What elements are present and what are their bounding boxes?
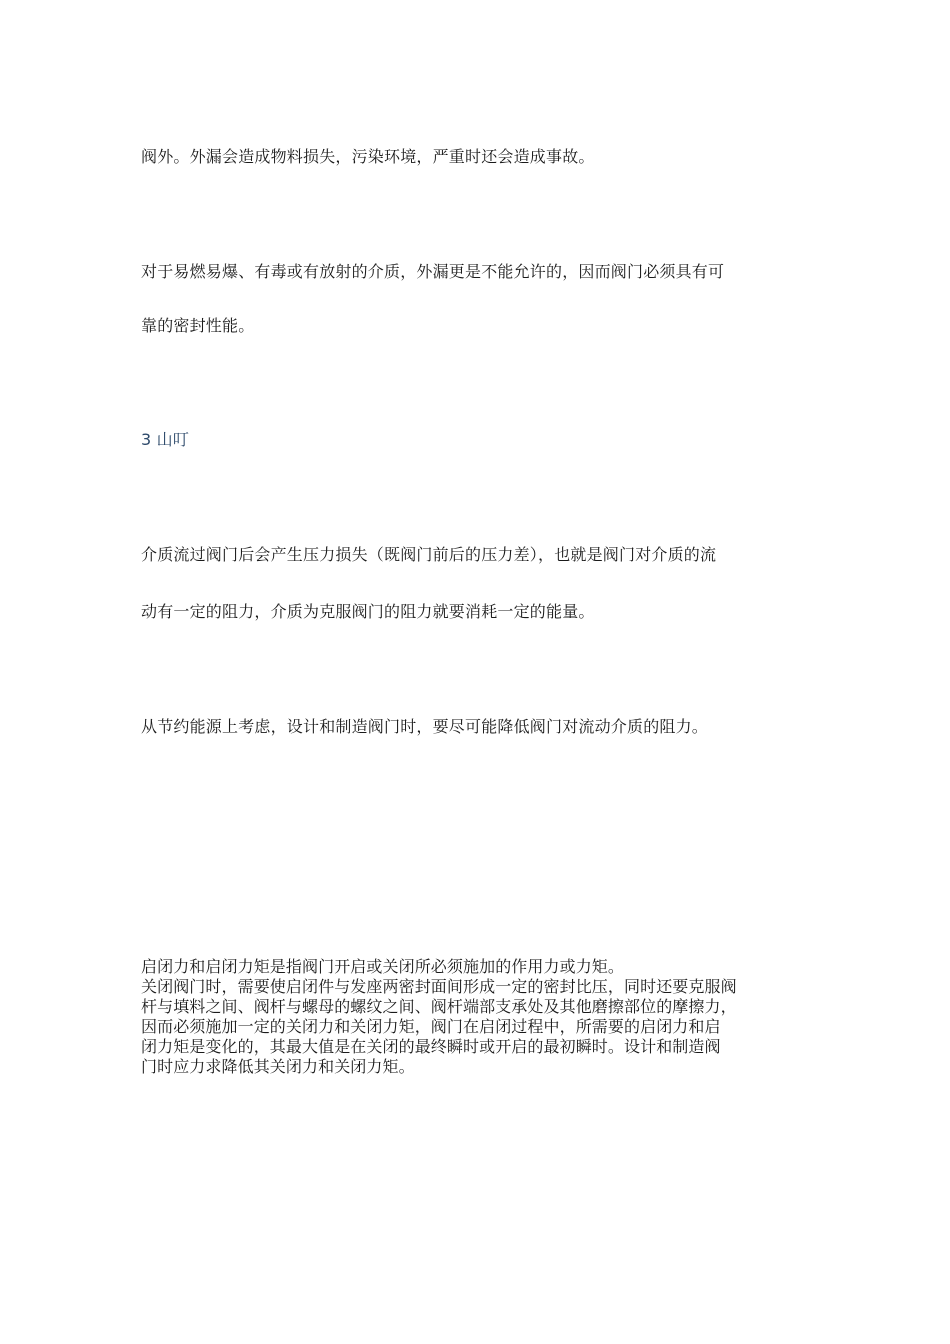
closing-force-line: 关闭阀门时，需要使启闭件与发座两密封面间形成一定的密封比压，同时还要克服阀 xyxy=(141,977,737,996)
paragraph-flammable-line1: 对于易燃易爆、有毒或有放射的介质，外漏更是不能允许的，因而阀门必须具有可 xyxy=(141,262,725,281)
closing-force-line: 闭力矩是变化的，其最大值是在关闭的最终瞬时或开启的最初瞬时。设计和制造阀 xyxy=(141,1037,721,1056)
paragraph-pressure-loss-line1: 介质流过阀门后会产生压力损失（既阀门前后的压力差），也就是阀门对介质的流 xyxy=(141,545,717,564)
paragraph-closing-force xyxy=(141,957,821,1077)
paragraph-energy-saving: 从节约能源上考虑，设计和制造阀门时，要尽可能降低阀门对流动介质的阻力。 xyxy=(141,717,709,736)
paragraph-leak-consequence: 阀外。外漏会造成物料损失，污染环境，严重时还会造成事故。 xyxy=(141,147,595,166)
closing-force-line: 杆与填料之间、阀杆与螺母的螺纹之间、阀杆端部支承处及其他磨擦部位的摩擦力， xyxy=(141,997,737,1016)
section-heading: 3 山叮 xyxy=(141,430,190,449)
closing-force-line: 因而必须施加一定的关闭力和关闭力矩，阀门在启闭过程中，所需要的启闭力和启 xyxy=(141,1017,721,1036)
paragraph-pressure-loss-line2: 动有一定的阻力，介质为克服阀门的阻力就要消耗一定的能量。 xyxy=(141,602,595,621)
closing-force-line: 门时应力求降低其关闭力和关闭力矩。 xyxy=(141,1057,415,1076)
closing-force-line: 启闭力和启闭力矩是指阀门开启或关闭所必须施加的作用力或力矩。 xyxy=(141,957,625,976)
paragraph-flammable-line2: 靠的密封性能。 xyxy=(141,316,255,335)
